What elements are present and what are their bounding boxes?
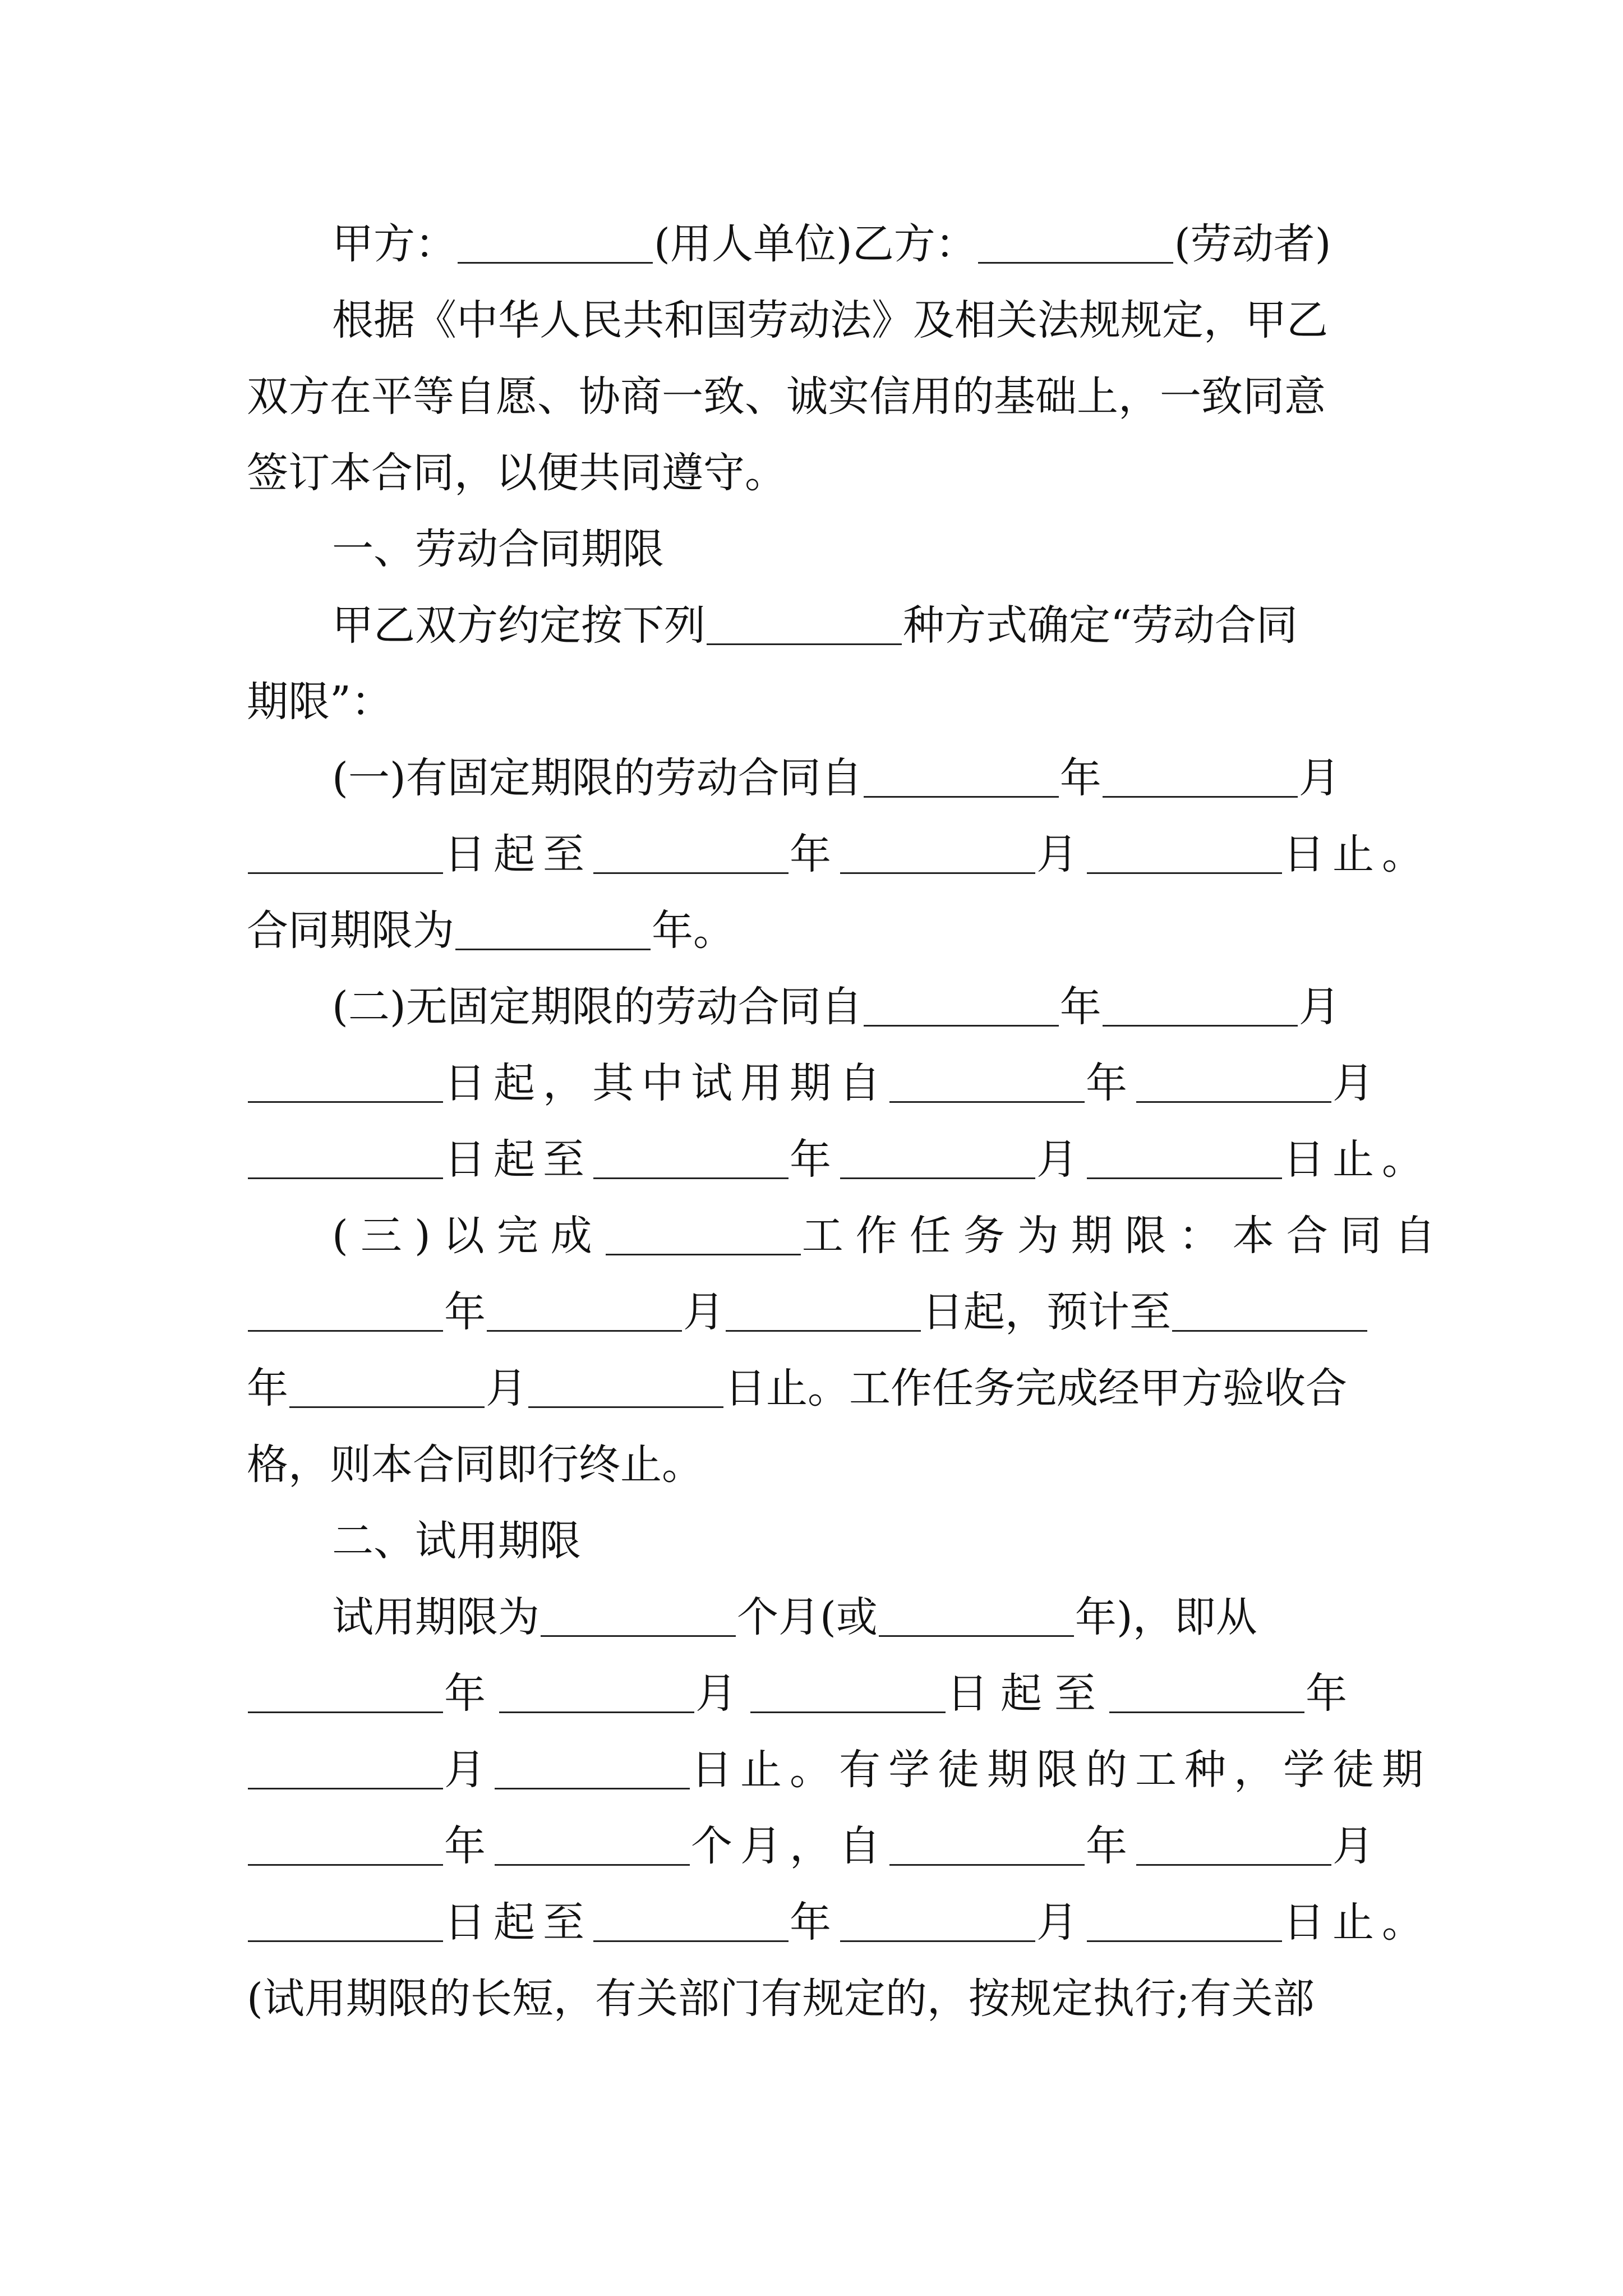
day-blank[interactable] — [1087, 835, 1282, 874]
text: 日止。工作任务完成经甲方验收合 — [725, 1364, 1347, 1412]
text: 种方式确定“劳动合同 — [903, 601, 1298, 650]
task-term-line-4 — [247, 1427, 703, 1503]
day-blank[interactable] — [248, 1140, 443, 1179]
text: 月 — [486, 1364, 527, 1412]
year-blank[interactable] — [248, 1293, 443, 1332]
text: 年 — [444, 1669, 498, 1718]
text: 月 — [695, 1669, 749, 1718]
text: 年 — [790, 1898, 839, 1947]
year-blank[interactable] — [864, 759, 1059, 798]
month-blank[interactable] — [840, 1140, 1035, 1179]
probation-line-6 — [247, 1961, 1315, 2037]
fixed-term-line-3 — [247, 892, 735, 969]
text: 月 — [1036, 1135, 1086, 1184]
text: 月 — [444, 1746, 494, 1794]
preamble-text: 双方在平等自愿、协商一致、诚实信用的基础上，一致同意 — [247, 372, 1326, 421]
probation-line-5 — [247, 1884, 1431, 1961]
task-term-line-1 — [332, 1198, 1448, 1274]
text: 日起，其中试用期自 — [444, 1059, 888, 1107]
text: 日止。有学徒期限的工种，学徒期 — [691, 1746, 1431, 1794]
text: (一)有固定期限的劳动合同自 — [332, 754, 863, 802]
fixed-term-line-2 — [247, 816, 1431, 892]
term-method-line — [332, 587, 1298, 664]
year-blank[interactable] — [593, 1903, 789, 1942]
party-a-blank[interactable] — [458, 225, 653, 264]
text: 日止。 — [1283, 830, 1431, 878]
month-blank[interactable] — [1103, 759, 1298, 798]
day-blank[interactable] — [248, 1064, 443, 1103]
text: 年 — [790, 1135, 839, 1184]
text: 年)，即从 — [1075, 1593, 1257, 1641]
text: 日止。 — [1283, 1898, 1431, 1947]
text: 月 — [683, 1288, 725, 1336]
preamble-text: 根据《中华人民共和国劳动法》及相关法规规定，甲乙 — [332, 296, 1328, 344]
party-b-blank[interactable] — [978, 225, 1173, 264]
text: 期限”： — [247, 678, 393, 726]
year-blank[interactable] — [1109, 1674, 1304, 1713]
text: 月 — [1298, 983, 1340, 1031]
text: 年 — [1086, 1822, 1135, 1870]
text: 合同期限为 — [247, 907, 454, 955]
month-blank[interactable] — [840, 835, 1035, 874]
year-blank[interactable] — [593, 835, 789, 874]
party-line — [332, 206, 1331, 282]
year-blank[interactable] — [593, 1140, 789, 1179]
text: 年 — [1059, 754, 1101, 802]
year-blank[interactable] — [1172, 1293, 1367, 1332]
text: 日起至 — [444, 1898, 592, 1947]
section-heading-2 — [332, 1503, 581, 1579]
years-blank[interactable] — [879, 1598, 1074, 1637]
text: 试用期限为 — [332, 1593, 540, 1641]
year-blank[interactable] — [864, 988, 1059, 1027]
probation-line-3 — [247, 1732, 1431, 1808]
month-blank[interactable] — [248, 1751, 443, 1789]
text: 甲乙双方约定按下列 — [332, 601, 706, 650]
month-blank[interactable] — [1136, 1064, 1331, 1103]
open-term-line-1 — [332, 969, 1340, 1045]
day-blank[interactable] — [726, 1293, 921, 1332]
years-blank[interactable] — [248, 1827, 443, 1866]
text: 日起至 — [947, 1669, 1108, 1718]
worker-label: (劳动者) — [1174, 220, 1331, 268]
text: 月 — [1332, 1059, 1382, 1107]
text: 年。 — [652, 907, 735, 955]
text: 格，则本合同即行终止。 — [247, 1441, 703, 1489]
text: 个月，自 — [691, 1822, 888, 1870]
month-blank[interactable] — [1136, 1827, 1331, 1866]
text: (试用期限的长短，有关部门有规定的，按规定执行;有关部 — [247, 1975, 1315, 2023]
heading-text: 一、劳动合同期限 — [332, 525, 664, 573]
open-term-line-3 — [247, 1121, 1431, 1198]
preamble-line-2 — [247, 358, 1326, 435]
preamble-line-3 — [247, 435, 786, 511]
day-blank[interactable] — [528, 1369, 723, 1408]
year-blank[interactable] — [248, 1674, 443, 1713]
preamble-line-1 — [332, 282, 1328, 358]
probation-line-2 — [247, 1655, 1359, 1732]
text: 日起至 — [444, 830, 592, 878]
probation-line-4 — [247, 1808, 1382, 1884]
text: 月 — [1298, 754, 1340, 802]
month-blank[interactable] — [487, 1293, 682, 1332]
text: 日起至 — [444, 1135, 592, 1184]
method-blank[interactable] — [707, 606, 902, 645]
text: 年 — [444, 1822, 494, 1870]
months-blank[interactable] — [541, 1598, 736, 1637]
text: 工作任务为期限：本合同自 — [801, 1212, 1448, 1260]
task-term-line-2 — [247, 1274, 1368, 1350]
months-blank[interactable] — [495, 1827, 690, 1866]
section-heading-1 — [332, 511, 664, 587]
text: 年 — [444, 1288, 486, 1336]
month-blank[interactable] — [289, 1369, 485, 1408]
text: 年 — [1306, 1669, 1359, 1718]
day-blank[interactable] — [1087, 1903, 1282, 1942]
text: 年 — [790, 830, 839, 878]
task-term-line-3 — [247, 1350, 1347, 1427]
fixed-term-line-1 — [332, 740, 1340, 816]
year-blank[interactable] — [889, 1064, 1085, 1103]
day-blank[interactable] — [750, 1674, 946, 1713]
text: 个月(或 — [737, 1593, 878, 1641]
term-method-line-2 — [247, 664, 393, 740]
text: 年 — [1059, 983, 1101, 1031]
text: (二)无固定期限的劳动合同自 — [332, 983, 863, 1031]
day-blank[interactable] — [1087, 1140, 1282, 1179]
text: 月 — [1036, 1898, 1086, 1947]
text: 月 — [1036, 830, 1086, 878]
day-blank[interactable] — [248, 835, 443, 874]
open-term-line-2 — [247, 1045, 1382, 1121]
month-blank[interactable] — [499, 1674, 694, 1713]
text: 年 — [1086, 1059, 1135, 1107]
years-blank[interactable] — [455, 912, 651, 950]
day-blank[interactable] — [248, 1903, 443, 1942]
text: 日起，预计至 — [922, 1288, 1171, 1336]
text: 日止。 — [1283, 1135, 1431, 1184]
year-blank[interactable] — [889, 1827, 1085, 1866]
party-b-label: (用人单位)乙方： — [654, 220, 977, 268]
month-blank[interactable] — [1103, 988, 1298, 1027]
text: (三)以完成 — [332, 1212, 605, 1260]
heading-text: 二、试用期限 — [332, 1517, 581, 1565]
month-blank[interactable] — [840, 1903, 1035, 1942]
text: 月 — [1332, 1822, 1382, 1870]
party-a-label: 甲方： — [332, 220, 457, 268]
text: 年 — [247, 1364, 288, 1412]
preamble-text: 签订本合同，以便共同遵守。 — [247, 449, 786, 497]
probation-line-1 — [332, 1579, 1257, 1655]
task-blank[interactable] — [606, 1217, 801, 1255]
day-blank[interactable] — [495, 1751, 690, 1789]
